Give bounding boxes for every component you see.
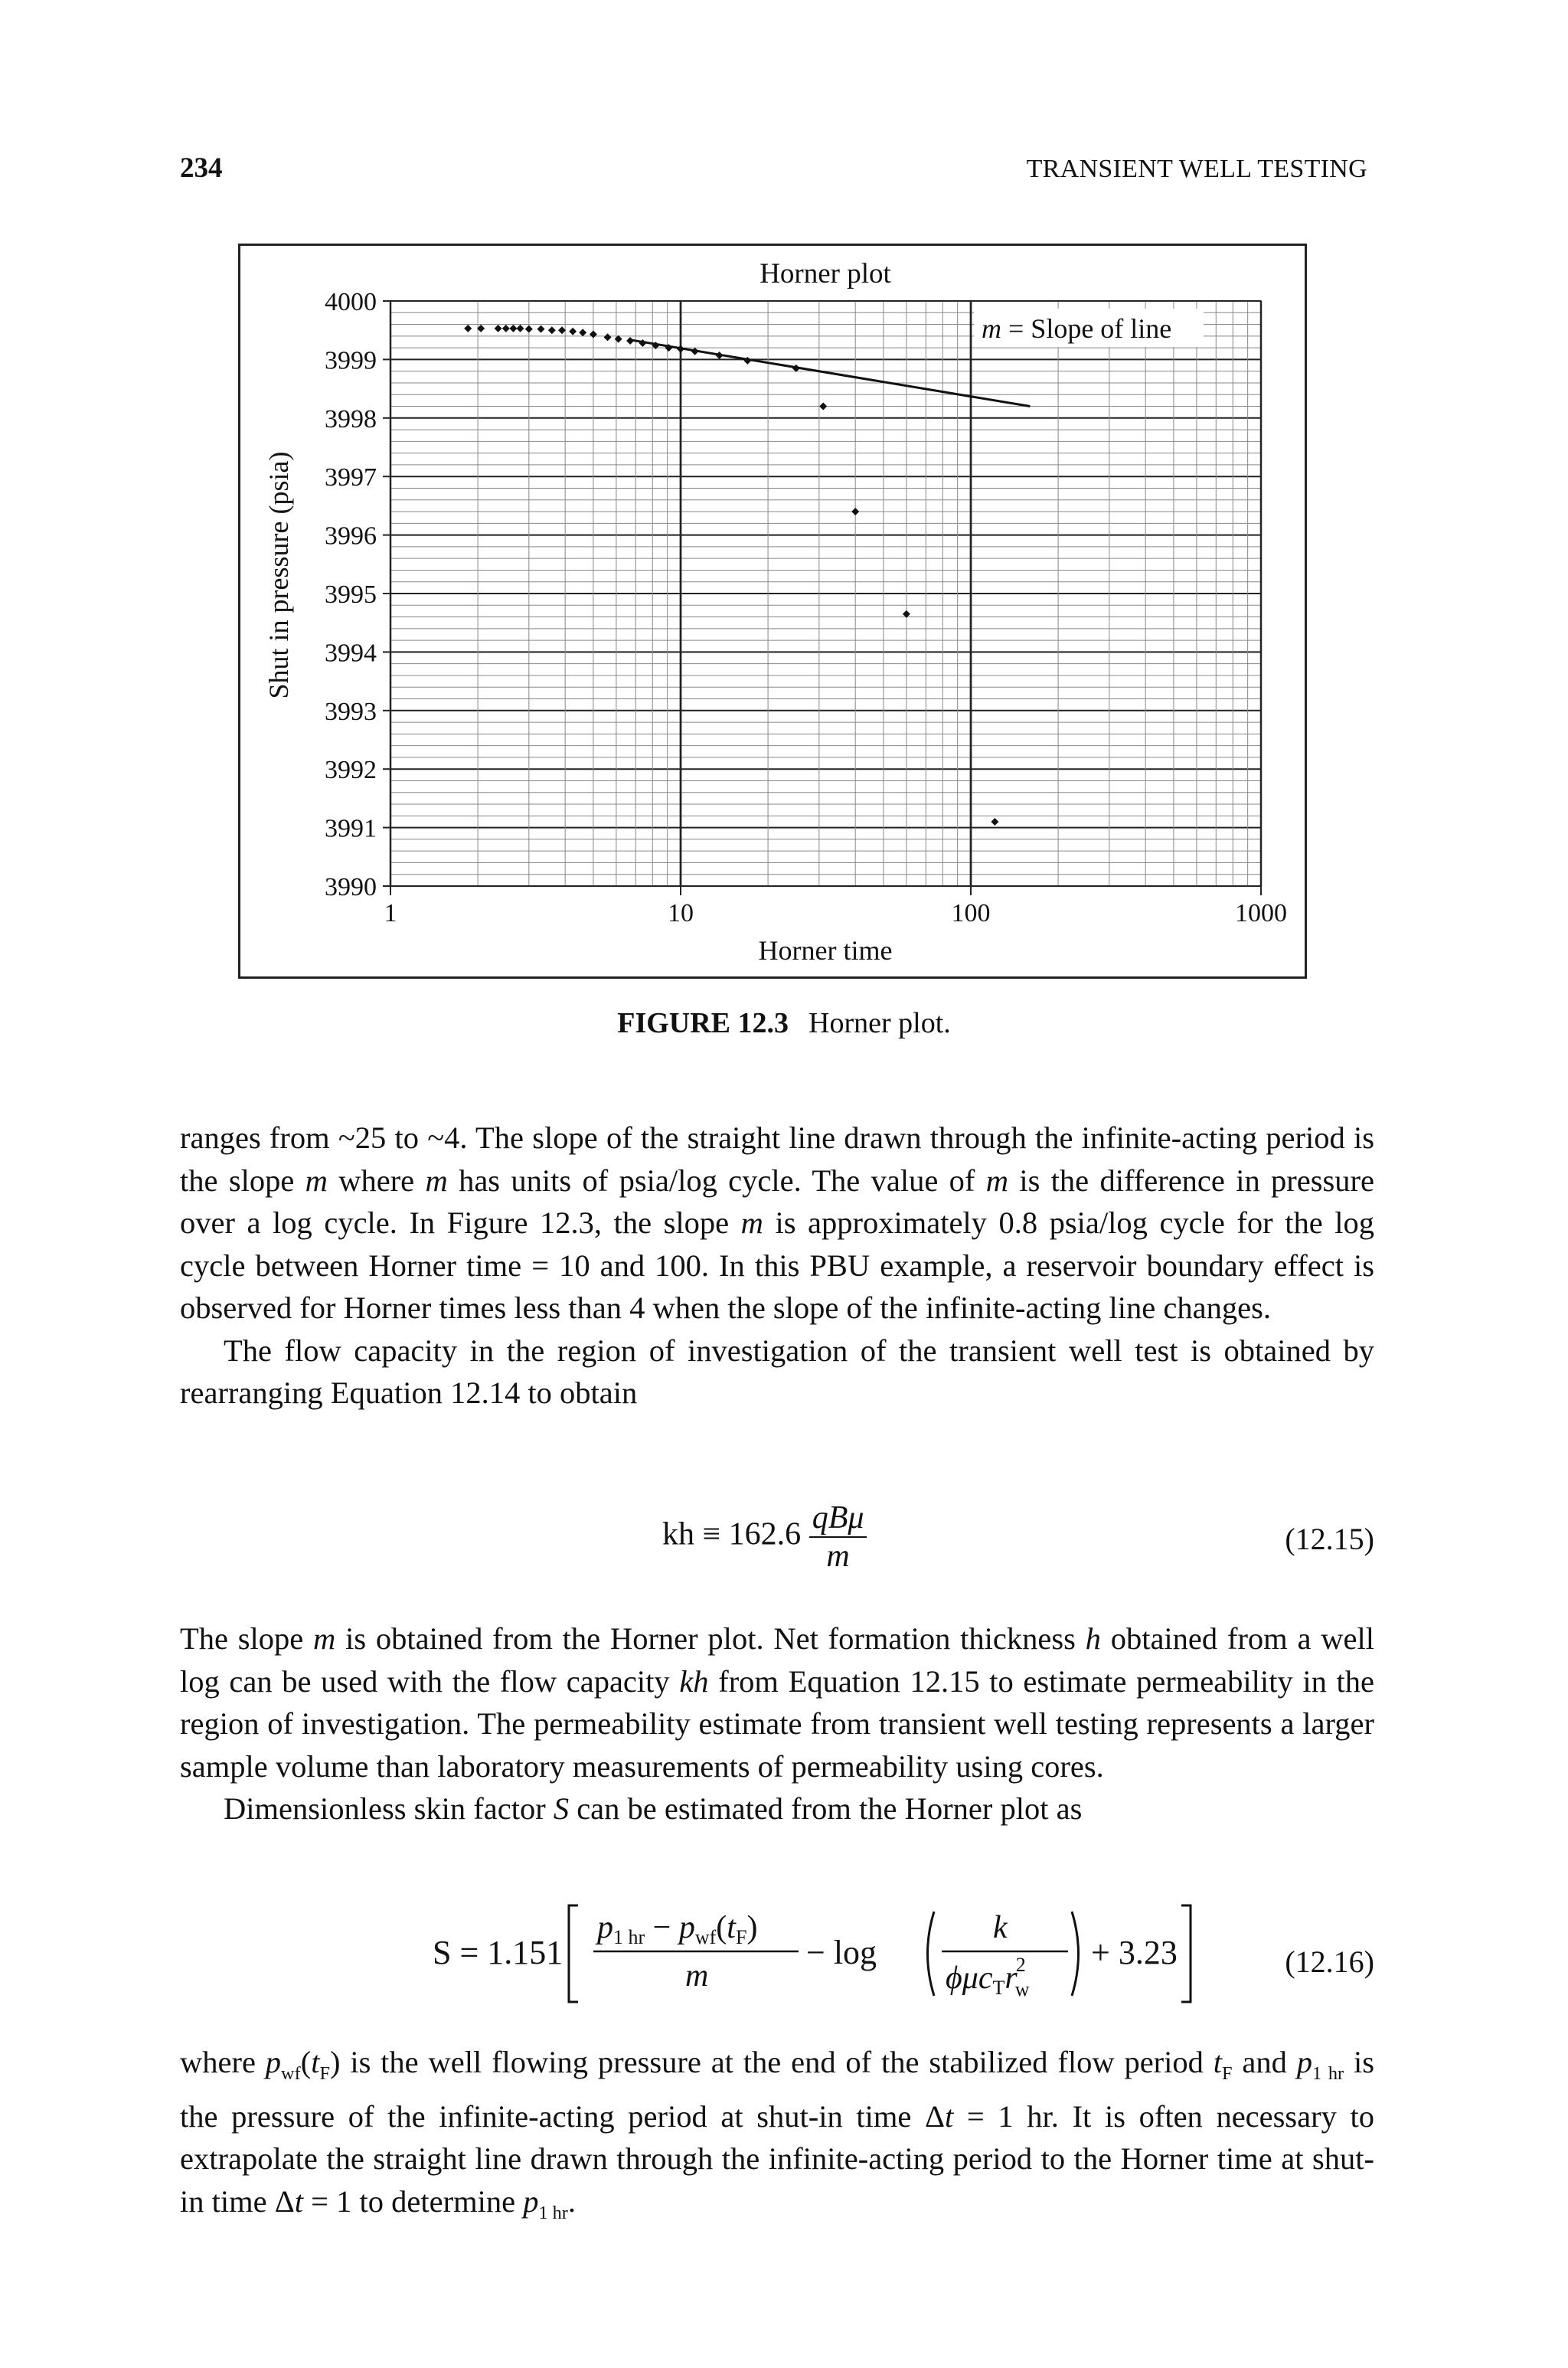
eq2-const: + 3.23 [1091,1934,1178,1971]
data-point [626,337,634,345]
y-tick-label: 4000 [325,288,377,316]
paragraph-1: ranges from ~25 to ~4. The slope of the straight line drawn through the infinite-acting period is the slope m where m has units of psia/log cycle. The value of m is the difference in pressure over a log cycle. In Figure 12.3, the slope m is approximately 0.8 psia/log cycle for the log cycle between Horner time = 10 and 100. In this PBU example, a reservoir boundary effect is observed for Horner times less than 4 when the slope of the infinite-acting line changes. The flow capacity in the region of investigation of the transient well test is obtained by rearranging Equation 12.14 to obtain [180,1117,1374,1415]
horner-plot-chart [240,246,1305,976]
data-point [509,325,517,332]
eq2-number: (12.16) [1285,1944,1374,1979]
paragraph-4: Dimensionless skin factor S can be estimated from the Horner plot as [224,1791,1083,1826]
data-point [677,345,684,353]
equation-12-16 [180,1890,1374,2013]
running-title: TRANSIENT WELL TESTING [1026,155,1367,183]
data-point [716,352,724,359]
chart-title: Horner plot [760,258,891,289]
eq1-fraction: $\frac{\text{qBμ}}{m}$ [809,1500,867,1575]
y-tick-label: 3994 [325,639,377,668]
y-tick-label: 3991 [325,814,377,843]
y-tick-label: 3997 [325,463,377,492]
data-point [537,325,545,333]
eq2-log: − log [806,1934,877,1971]
x-tick-label: 10 [668,899,694,927]
data-point [516,325,524,332]
x-axis-label: Horner time [758,935,893,966]
eq2-lhs: S = 1.151 [433,1934,564,1971]
data-point [558,326,566,334]
equation-12-15 [180,1500,1374,1591]
data-point [991,818,998,826]
paragraph-3: The slope m is obtained from the Horner plot. Net formation thickness h obtained from a well log can be used with the flow capacity kh from Equation 12.15 to estimate permeability in the region of investigation. The permeability estimate from transient well testing represents a larger sample volume than laboratory measurements of permeability using cores. Dimensionless skin factor S can be estimated from the Horner plot as [180,1617,1374,1830]
data-point [569,328,577,335]
data-point [590,331,597,339]
data-point [604,333,612,341]
data-point [464,325,472,332]
y-tick-label: 3992 [325,756,377,785]
figure-caption-text: Horner plot. [808,1007,951,1039]
data-point [502,325,510,332]
eq2-svg [180,1890,1374,2013]
eq1-number: (12.15) [1285,1522,1374,1556]
eq2-k: k [993,1910,1008,1945]
data-point [548,326,556,334]
figure-label: FIGURE 12.3 [617,1007,789,1039]
x-tick-label: 1 [384,899,397,927]
x-tick-label: 1000 [1235,899,1287,927]
paragraph-5: where $p_{wf}(t_F)$ is the well flowing pressure at the end of the stabilized flow period $t_F$ and $p_{1 hr}$ is the pressure of the infinite-acting period at shut-in time Δt = 1 hr. It is often necessary to extrapolate the straight line drawn through the infinite-acting period to the Horner time at shut-in time Δt = 1 to determine $p_{1 hr}$. [180,2045,1375,2223]
y-tick-label: 3998 [325,404,377,433]
data-point [851,508,859,515]
eq2-numerator: p1 hr − pwf(tF) [597,1910,758,1948]
y-tick-label: 3995 [325,581,377,609]
y-tick-label: 3999 [325,346,377,375]
data-point [691,348,699,355]
eq2-denominator: m [685,1958,709,1994]
x-tick-label: 100 [951,899,991,927]
paragraph-2: The flow capacity in the region of investigation of the transient well test is obtained by rearranging Equation 12.14 to obtain [180,1333,1374,1410]
y-tick-label: 3996 [325,522,377,551]
slope-annotation: m = Slope of line [982,313,1172,344]
y-tick-label: 3993 [325,697,377,726]
eq2-k-denominator: ϕμcTr2 w [946,1954,1030,2000]
data-point [819,403,827,410]
data-point [525,325,533,333]
x-tick-labels [384,886,1288,927]
y-tick-labels [325,288,390,901]
eq2-right-bracket [1181,1905,1191,2002]
data-point [579,329,586,336]
data-points [464,325,998,826]
page-number: 234 [180,152,223,184]
eq2-left-bracket [569,1905,578,2002]
y-axis-label: Shut in pressure (psia) [263,451,294,699]
data-point [495,325,502,332]
chart-grid [390,301,1261,886]
y-tick-label: 3990 [325,873,377,901]
data-point [477,325,485,332]
eq1-lhs: kh ≡ 162.6 [662,1516,802,1552]
figure-frame [238,244,1307,979]
figure-caption [0,1006,1568,1040]
